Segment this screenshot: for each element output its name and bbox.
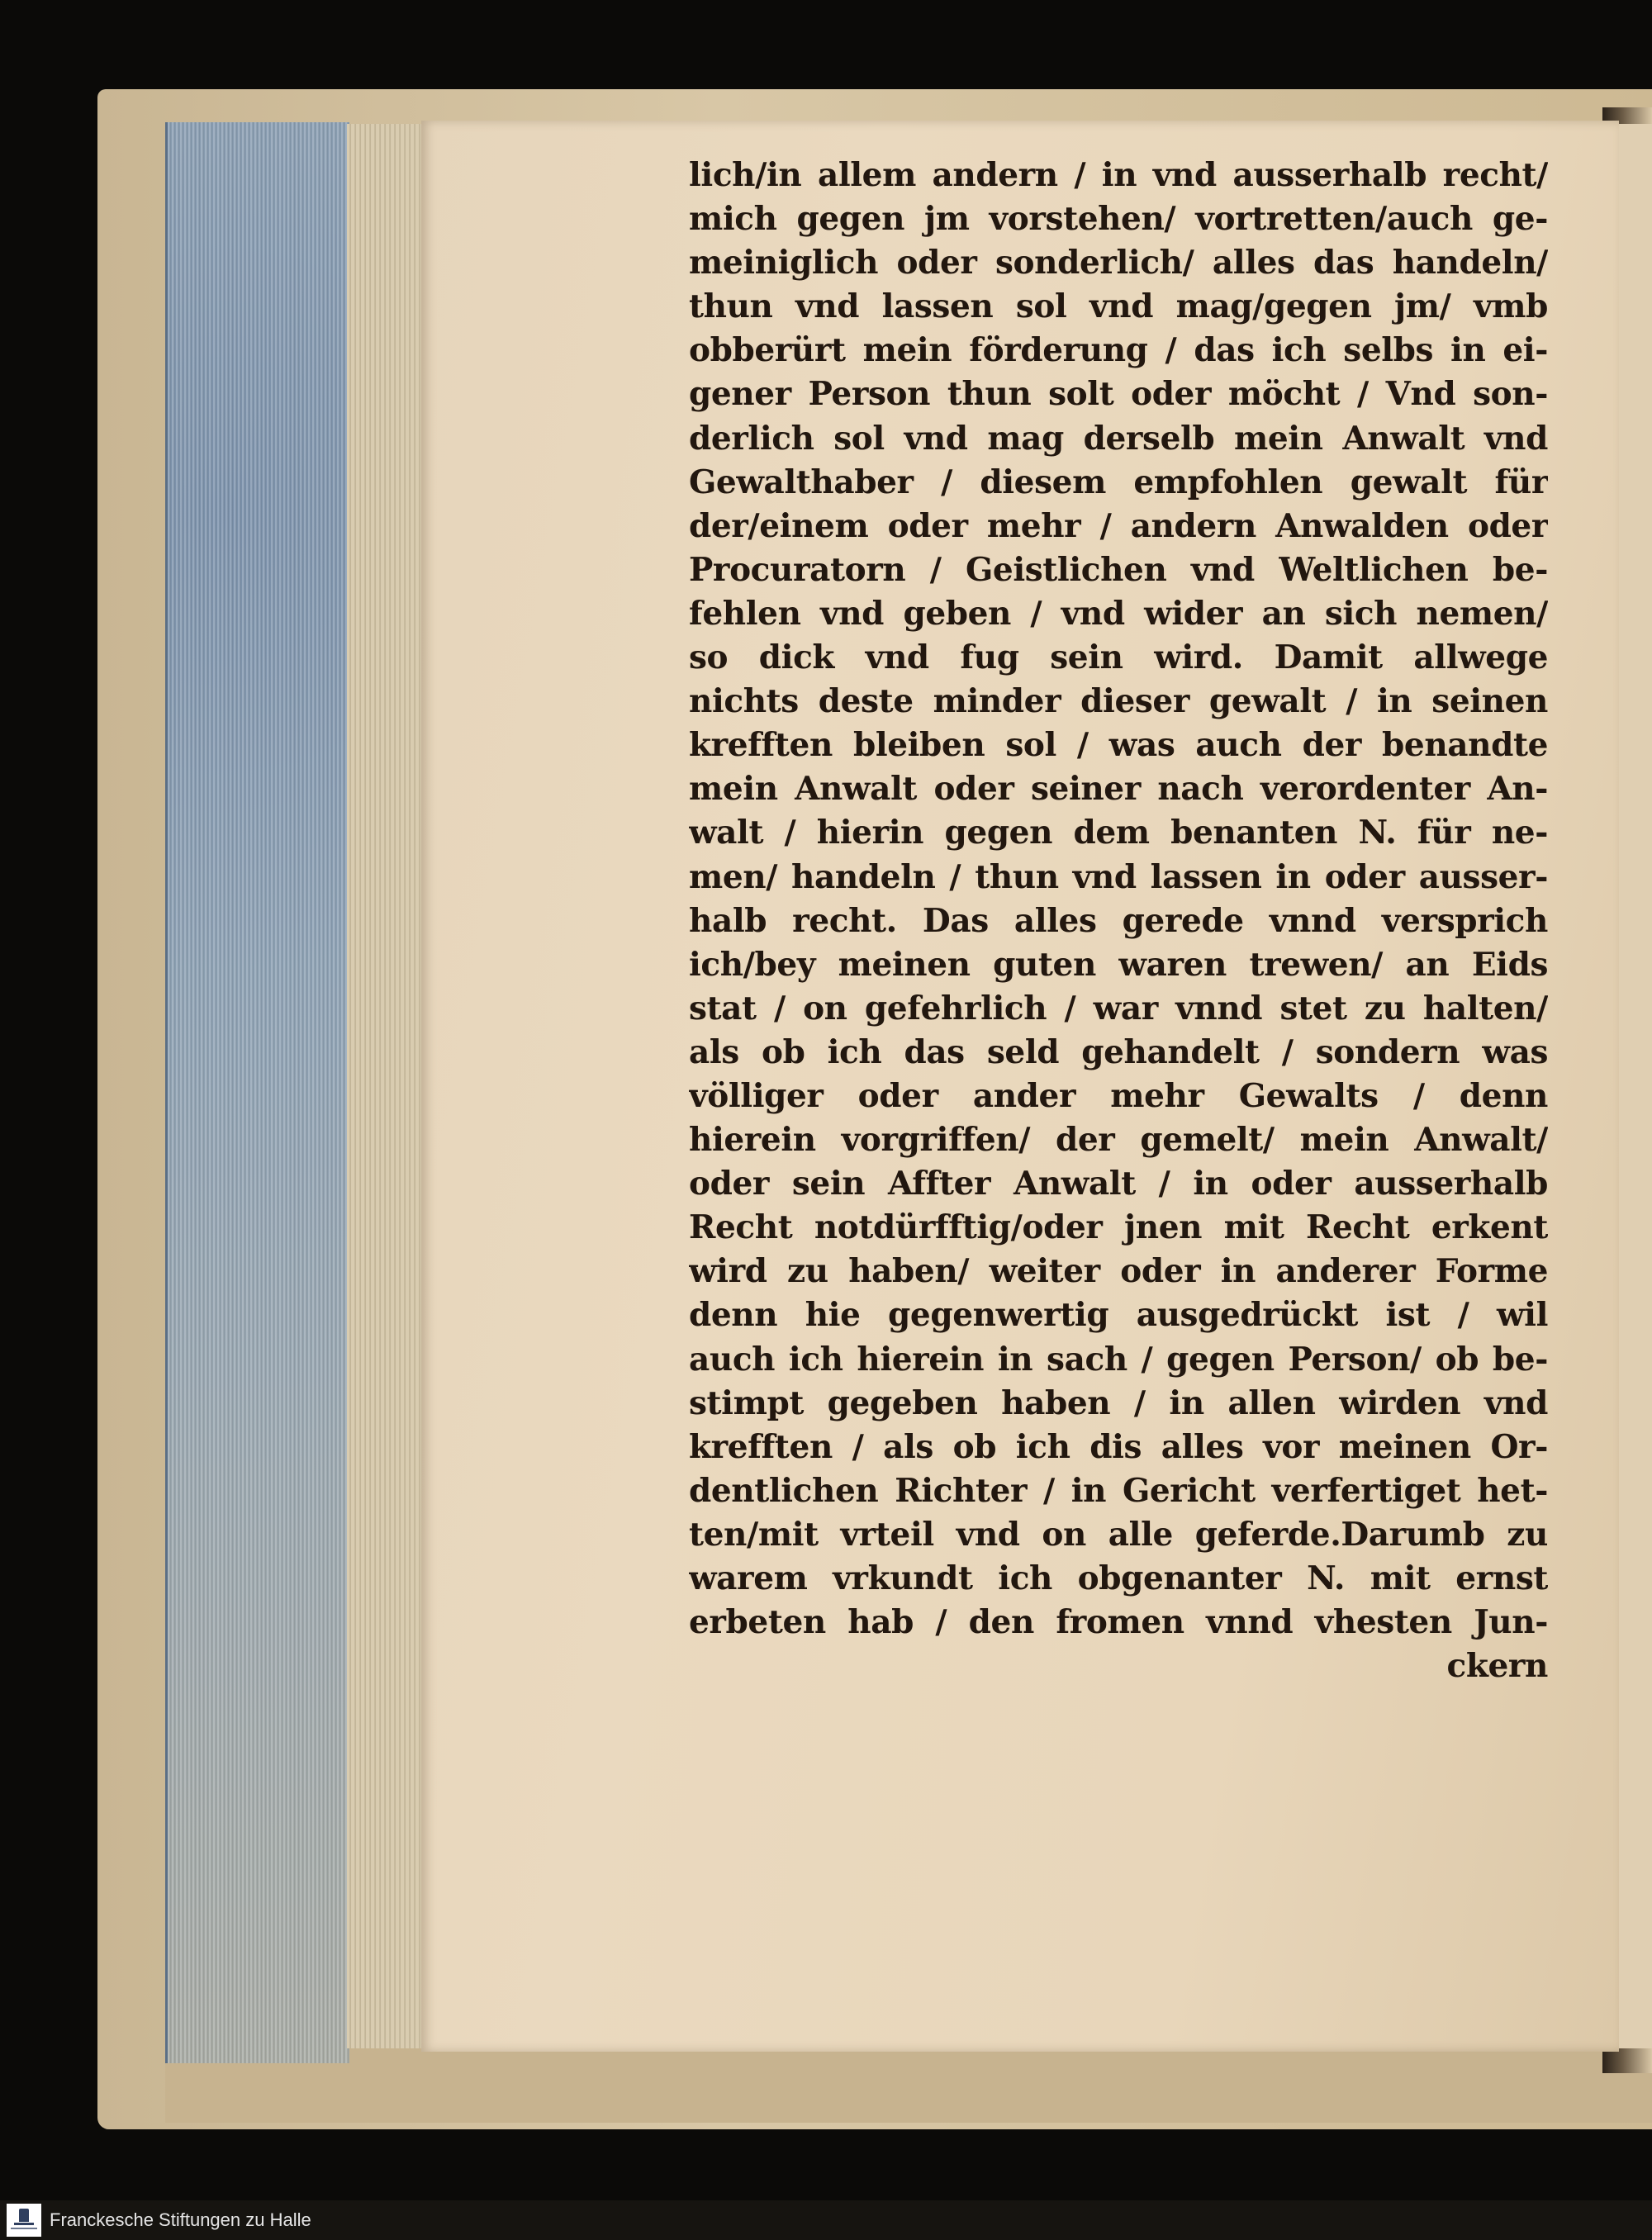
text-line: mein Anwalt oder seiner nach verordenter An-: [689, 770, 1548, 809]
text-line: Procuratorn / Geistlichen vnd Weltlichen be-: [689, 550, 1548, 589]
text-line: krefften bleiben sol / was auch der benandte: [689, 726, 1548, 765]
catchword: ckern: [1446, 1647, 1548, 1686]
page-stack: [347, 124, 430, 2048]
text-line: so dick vnd fug sein wird. Damit allwege: [689, 638, 1548, 677]
text-line: warem vrkundt ich obgenanter N. mit ernst: [689, 1559, 1548, 1597]
text-line: ten/mit vrteil vnd on alle geferde.Darumb zu: [689, 1515, 1548, 1554]
printed-page: [421, 121, 1619, 2052]
page-fore-edge: [165, 122, 349, 2063]
text-line: derlich sol vnd mag derselb mein Anwalt vnd: [689, 419, 1548, 458]
text-line: halb recht. Das alles gerede vnnd versprich: [689, 901, 1548, 940]
text-line: der/einem oder mehr / andern Anwalden oder: [689, 506, 1548, 545]
text-line: fehlen vnd geben / vnd wider an sich nemen/: [689, 594, 1548, 633]
text-line: stimpt gegeben haben / in allen wirden vnd: [689, 1383, 1548, 1422]
text-line: lich/in allem andern / in vnd ausserhalb recht/: [689, 156, 1548, 194]
text-line: meiniglich oder sonderlich/ alles das handeln/: [689, 244, 1548, 282]
institution-logo-icon: [7, 2204, 41, 2237]
text-line: völliger oder ander mehr Gewalts / denn: [689, 1076, 1548, 1115]
text-line: denn hie gegenwertig ausgedrückt ist / wil: [689, 1296, 1548, 1335]
institution-name: Franckesche Stiftungen zu Halle: [50, 2209, 311, 2230]
text-line: gener Person thun solt oder möcht / Vnd son-: [689, 375, 1548, 414]
facing-page-edge: [1619, 124, 1652, 2048]
text-line: stat / on gefehrlich / war vnnd stet zu halten/: [689, 989, 1548, 1027]
text-line: nichts deste minder dieser gewalt / in seinen: [689, 682, 1548, 721]
text-line: oder sein Affter Anwalt / in oder ausserhalb: [689, 1165, 1548, 1203]
text-line: walt / hierin gegen dem benanten N. für ne-: [689, 814, 1548, 852]
text-line: wird zu haben/ weiter oder in anderer Forme: [689, 1252, 1548, 1291]
text-line: ich/bey meinen guten waren trewen/ an Eids: [689, 945, 1548, 984]
text-line: men/ handeln / thun vnd lassen in oder ausser-: [689, 857, 1548, 896]
text-line: obberürt mein förderung / das ich selbs in ei-: [689, 331, 1548, 370]
footer-bar: [0, 2200, 1652, 2240]
text-line: als ob ich das seld gehandelt / sondern was: [689, 1032, 1548, 1071]
text-line: Recht notdürfftig/oder jnen mit Recht erkent: [689, 1208, 1548, 1247]
text-line: krefften / als ob ich dis alles vor meinen Or-: [689, 1427, 1548, 1466]
text-line: mich gegen jm vorstehen/ vortretten/auch ge-: [689, 200, 1548, 239]
text-line: Gewalthaber / diesem empfohlen gewalt für: [689, 463, 1548, 501]
text-line: auch ich hierein in sach / gegen Person/ ob be-: [689, 1340, 1548, 1379]
text-line: thun vnd lassen sol vnd mag/gegen jm/ vmb: [689, 287, 1548, 326]
text-line: hierein vorgriffen/ der gemelt/ mein Anwalt/: [689, 1121, 1548, 1160]
text-block: [689, 154, 1548, 1688]
text-line: dentlichen Richter / in Gericht verfertiget het-: [689, 1471, 1548, 1510]
cover-bottom-edge: [165, 2048, 1652, 2123]
text-line: erbeten hab / den fromen vnnd vhesten Jun-: [689, 1603, 1548, 1642]
